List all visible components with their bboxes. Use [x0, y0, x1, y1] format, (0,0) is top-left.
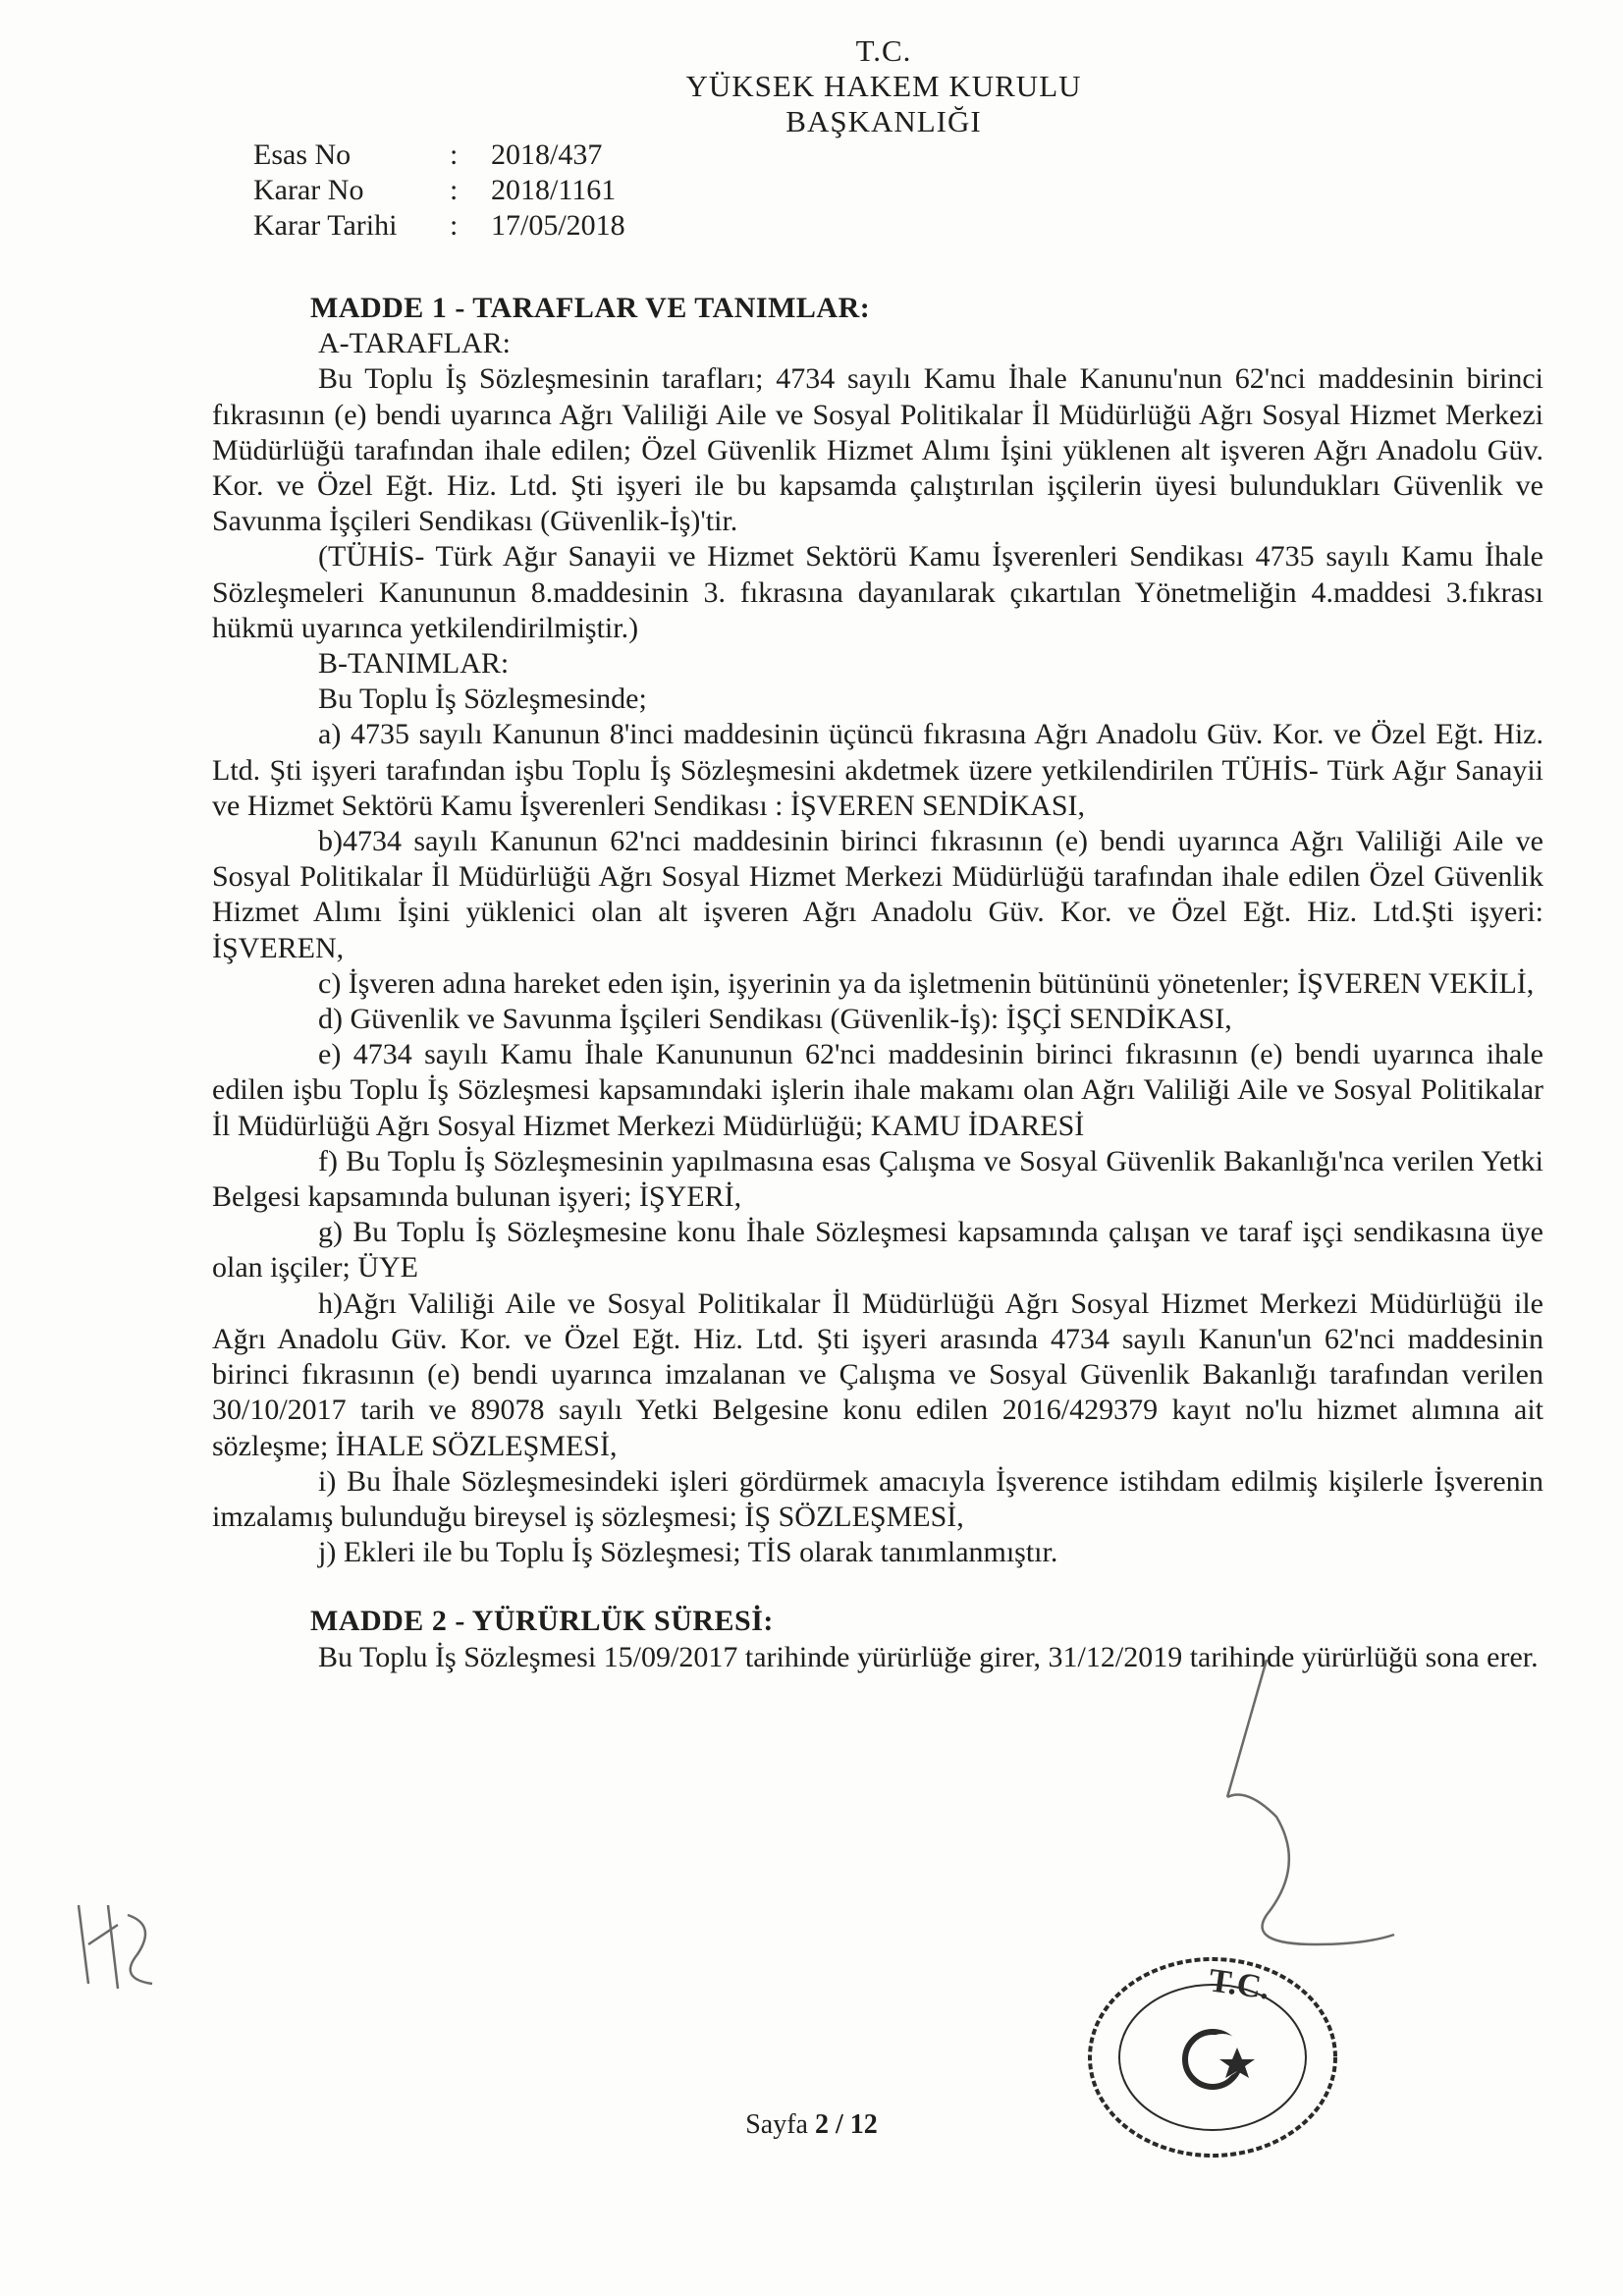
page-total: 12	[849, 2109, 878, 2140]
esas-row	[253, 137, 625, 173]
definition-item: h)Ağrı Valiliği Aile ve Sosyal Politikalar İl Müdürlüğü Ağrı Sosyal Hizmet Merkezi Müdürlüğü ile Ağrı Anadolu Güv. Kor. ve Özel Eğt. Hiz. Ltd. Şti işyeri arasında 4734 sayılı Kanun'un 62'nci maddesinin birinci fıkrasının (e) bendi uyarınca imzalanan ve Çalışma ve Sosyal Güvenlik Bakanlığı tarafından verilen 30/10/2017 tarih ve 89078 sayılı Yetki Belgesine konu edilen 2016/429379 kayıt no'lu hizmet alımına ait sözleşme; İHALE SÖZLEŞMESİ,	[212, 1286, 1543, 1462]
document-body	[212, 291, 1543, 1675]
header-institution: YÜKSEK HAKEM KURULU	[685, 69, 1082, 103]
karar-value: 2018/1161	[491, 174, 617, 206]
tarih-label: Karar Tarihi	[253, 209, 398, 242]
issuer-header	[589, 33, 1178, 139]
esas-label: Esas No	[253, 138, 352, 171]
case-metadata	[253, 137, 625, 244]
header-presidency: BAŞKANLIĞI	[785, 104, 982, 138]
definition-item: b)4734 sayılı Kanunun 62'nci maddesinin birinci fıkrasının (e) bendi uyarınca Ağrı Valiliği Aile ve Sosyal Politikalar İl Müdürlüğü Ağrı Sosyal Hizmet Merkezi Müdürlüğü tarafından ihale edilen Özel Güvenlik Hizmet Alımı İşini yüklenici olan alt işveren Ağrı Anadolu Güv. Kor. ve Özel Eğt. Hiz. Ltd.Şti işyeri: İŞVEREN,	[212, 825, 1543, 964]
tanimlar-intro: Bu Toplu İş Sözleşmesinde;	[318, 683, 647, 716]
madde1-heading: MADDE 1 - TARAFLAR VE TANIMLAR:	[310, 292, 871, 324]
header-tc: T.C.	[855, 33, 912, 68]
definition-item: e) 4734 sayılı Kamu İhale Kanununun 62'nci maddesinin birinci fıkrasının (e) bendi uyarınca ihale edilen işbu Toplu İş Sözleşmesi kapsamındaki işlerin ihale makamı olan Ağrı Valiliği Aile ve Sosyal Politikalar İl Müdürlüğü Ağrı Sosyal Hizmet Merkezi Müdürlüğü; KAMU İDARESİ	[212, 1038, 1543, 1142]
tarih-row	[253, 208, 625, 244]
madde2-heading: MADDE 2 - YÜRÜRLÜK SÜRESİ:	[310, 1605, 774, 1638]
tarih-separator: :	[450, 209, 459, 242]
tarih-value: 17/05/2018	[491, 209, 625, 242]
definition-item: j) Ekleri ile bu Toplu İş Sözleşmesi; TİS olarak tanımlanmıştır.	[318, 1536, 1058, 1569]
definition-item: i) Bu İhale Sözleşmesindeki işleri gördürmek amacıyla İşverence istihdam edilmiş kişilerle İşverenin imzalamış bulunduğu bireysel iş sözleşmesi; İŞ SÖZLEŞMESİ,	[212, 1464, 1543, 1533]
handwritten-signature	[1208, 1650, 1404, 1964]
definition-item: a) 4735 sayılı Kanunun 8'inci maddesinin üçüncü fıkrasına Ağrı Anadolu Güv. Kor. ve Özel Eğt. Hiz. Ltd. Şti işyeri tarafından işbu Toplu İş Sözleşmesini akdetmek üzere yetkilendirilen TÜHİS- Türk Ağır Sanayii ve Hizmet Sektörü Kamu İşverenleri Sendikası : İŞVEREN SENDİKASI,	[212, 718, 1543, 822]
yururluk-paragraph: Bu Toplu İş Sözleşmesi 15/09/2017 tarihinde yürürlüğe girer, 31/12/2019 tarihinde yürürlüğü sona erer.	[318, 1640, 1539, 1673]
karar-label: Karar No	[253, 174, 364, 206]
handwritten-initials	[59, 1886, 177, 2003]
page-footer	[0, 2109, 1623, 2141]
page-separator: /	[835, 2109, 843, 2140]
definition-item: c) İşveren adına hareket eden işin, işyerinin ya da işletmenin bütününü yönetenler; İŞVEREN VEKİLİ,	[318, 966, 1535, 1000]
page-current: 2	[814, 2109, 829, 2140]
tanimlar-title: B-TANIMLAR:	[318, 647, 510, 681]
karar-separator: :	[450, 174, 459, 206]
taraflar-title: A-TARAFLAR:	[318, 327, 511, 360]
definition-item: d) Güvenlik ve Savunma İşçileri Sendikası (Güvenlik-İş): İŞÇİ SENDİKASI,	[318, 1003, 1232, 1036]
esas-separator: :	[450, 138, 459, 171]
taraflar-paragraph: Bu Toplu İş Sözleşmesinin tarafları; 4734 sayılı Kamu İhale Kanunu'nun 62'nci maddesinin birinci fıkrasının (e) bendi uyarınca Ağrı Valiliği Aile ve Sosyal Politikalar İl Müdürlüğü Ağrı Sosyal Hizmet Merkezi Müdürlüğü tarafından ihale edilen; Özel Güvenlik Hizmet Alımı İşini yüklenen alt işveren Ağrı Anadolu Güv. Kor. ve Özel Eğt. Hiz. Ltd. Şti işyeri ile bu kapsamda çalıştırılan işçilerin üyesi bulundukları Güvenlik ve Savunma İşçileri Sendikası (Güvenlik-İş)'tir.	[212, 362, 1543, 538]
definition-item: g) Bu Toplu İş Sözleşmesine konu İhale Sözleşmesi kapsamında çalışan ve taraf işçi sendikasına üye olan işçiler; ÜYE	[212, 1216, 1543, 1285]
tuhis-paragraph: (TÜHİS- Türk Ağır Sanayii ve Hizmet Sektörü Kamu İşverenleri Sendikası 4735 sayılı Kamu İhale Sözleşmeleri Kanununun 8.maddesinin 3. fıkrasına dayanılarak çıkartılan Yönetmeliğin 4.maddesi 3.fıkrası hükmü uyarınca yetkilendirilmiştir.)	[212, 540, 1543, 644]
karar-row	[253, 173, 625, 208]
esas-value: 2018/437	[491, 138, 603, 171]
page-prefix: Sayfa	[745, 2109, 808, 2140]
definition-item: f) Bu Toplu İş Sözleşmesinin yapılmasına esas Çalışma ve Sosyal Güvenlik Bakanlığı'nca verilen Yetki Belgesi kapsamında bulunan işyeri; İŞYERİ,	[212, 1144, 1543, 1214]
stamp-text: T.C.	[1206, 1962, 1272, 2007]
